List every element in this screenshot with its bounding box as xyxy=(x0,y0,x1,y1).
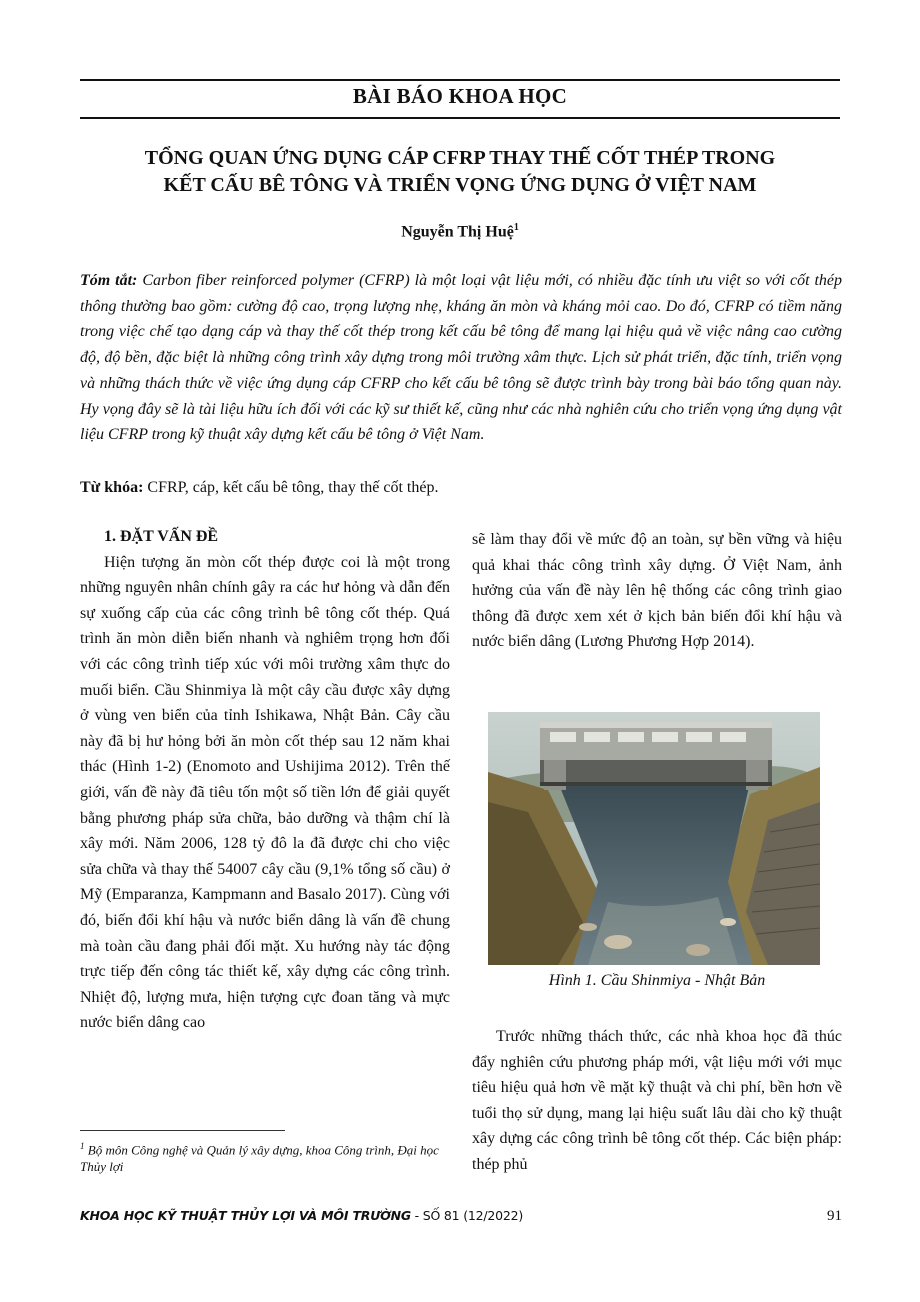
footnote xyxy=(80,1138,450,1175)
left-paragraph: Hiện tượng ăn mòn cốt thép được coi là một trong những nguyên nhân chính gây ra các hư hỏng và dẫn đến sự xuống cấp của các công trình bê tông cốt thép. Quá trình ăn mòn diễn biến nhanh và nghiêm trọng hơn đối với các công trình tiếp xúc với môi trường xâm thực do muối biển. Cầu Shinmiya là một cây cầu được xây dựng ở vùng ven biển của tỉnh Ishikawa, Nhật Bản. Cây cầu này đã bị hư hỏng bởi ăn mòn cốt thép sau 12 năm khai thác (Hình 1-2) (Enomoto and Ushijima 2012). Trên thế giới, vấn đề này đã tiêu tốn một số tiền lớn để giải quyết bằng phương pháp sửa chữa, bảo dưỡng và thậm chí là xây mới. Năm 2006, 128 tỷ đô la đã được chi cho việc sửa chữa và thay thế 54007 cây cầu (9,1% tổng số cầu) ở Mỹ (Emparanza, Kampmann and Basalo 2017). Cùng với đó, biến đổi khí hậu và nước biển dâng là vấn đề chung mà toàn cầu đang phải đối mặt. Xu hướng này tác động trực tiếp đến công tác thiết kế, xây dựng các công trình. Nhiệt độ, lượng mưa, hiện tượng cực đoan tăng và mực nước biển dâng cao xyxy=(80,553,450,1032)
keywords xyxy=(80,476,842,500)
journal-footer xyxy=(80,1208,523,1223)
right-paragraph-top: sẽ làm thay đổi về mức độ an toàn, sự bền vững và hiệu quả khai thác công trình xây dựng. Ở Việt Nam, ảnh hưởng của vấn đề này lên hệ thống các công trình giao thông đã được xem xét ở kịch bản biến đổi khí hậu và nước biển dâng (Lương Phương Hợp 2014). xyxy=(472,531,842,651)
right-paragraph-bottom: Trước những thách thức, các nhà khoa học đã thúc đẩy nghiên cứu phương pháp mới, vật liệu mới với mục tiêu hiệu quả hơn về mặt kỹ thuật và chi phí, bền hơn về tuổi thọ sử dụng, mang lại hiệu suất lâu dài cho kỹ thuật xây dựng các công trình bê tông cốt thép. Các biện pháp: thép phủ xyxy=(472,1028,842,1173)
bridge-photo xyxy=(488,712,820,965)
section-heading: 1. ĐẶT VẤN ĐỀ xyxy=(104,528,219,545)
journal-issue: - SỐ 81 (12/2022) xyxy=(410,1208,524,1223)
title-line-2: KẾT CẤU BÊ TÔNG VÀ TRIỂN VỌNG ỨNG DỤNG Ở VIỆT NAM xyxy=(163,174,757,196)
title-line-1: TỔNG QUAN ỨNG DỤNG CÁP CFRP THAY THẾ CỐT THÉP TRONG xyxy=(144,147,776,169)
right-column-bottom xyxy=(472,1024,842,1178)
journal-name: KHOA HỌC KỸ THUẬT THỦY LỢI VÀ MÔI TRƯỜNG xyxy=(80,1208,411,1223)
keywords-label: Từ khóa: xyxy=(80,479,144,496)
right-column-top xyxy=(472,527,842,655)
author-line xyxy=(80,222,840,241)
article-title xyxy=(80,145,840,199)
footnote-mark: 1 xyxy=(80,1141,85,1151)
left-column xyxy=(80,524,450,1036)
abstract-label: Tóm tắt: xyxy=(80,272,138,289)
footnote-text: Bộ môn Công nghệ và Quản lý xây dựng, khoa Công trình, Đại học Thủy lợi xyxy=(80,1142,439,1175)
top-rule xyxy=(80,79,840,81)
abstract-text: Carbon fiber reinforced polymer (CFRP) là một loại vật liệu mới, có nhiều đặc tính ưu việt so với cốt thép thông thường bao gồm: cường độ cao, trọng lượng nhẹ, kháng ăn mòn và kháng mỏi cao. Do đó, CFRP có tiềm năng trong việc chế tạo dạng cáp và thay thế cốt thép trong kết cấu bê tông để mang lại hiệu quả về việc nâng cao cường độ, độ bền, đặc biệt là những công trình xây dựng trong môi trường xâm thực. Lịch sử phát triển, đặc tính, triển vọng và những thách thức về việc ứng dụng cáp CFRP cho kết cấu bê tông sẽ được trình bày trong bài báo tổng quan này. Hy vọng đây sẽ là tài liệu hữu ích đối với các kỹ sư thiết kế, cũng như các nhà nghiên cứu cho triển vọng ứng dụng vật liệu CFRP trong kỹ thuật xây dựng kết cấu bê tông ở Việt Nam. xyxy=(80,272,842,444)
footnote-rule xyxy=(80,1130,285,1131)
abstract xyxy=(80,268,842,448)
author-affiliation-mark: 1 xyxy=(513,222,519,233)
banner-rule xyxy=(80,117,840,119)
figure-caption: Hình 1. Cầu Shinmiya - Nhật Bản xyxy=(548,972,766,989)
section-label: BÀI BÁO KHOA HỌC xyxy=(352,84,568,108)
author-name: Nguyễn Thị Huệ xyxy=(401,223,514,241)
keywords-text: CFRP, cáp, kết cấu bê tông, thay thế cốt thép. xyxy=(143,479,439,496)
page-number: 91 xyxy=(827,1208,842,1224)
